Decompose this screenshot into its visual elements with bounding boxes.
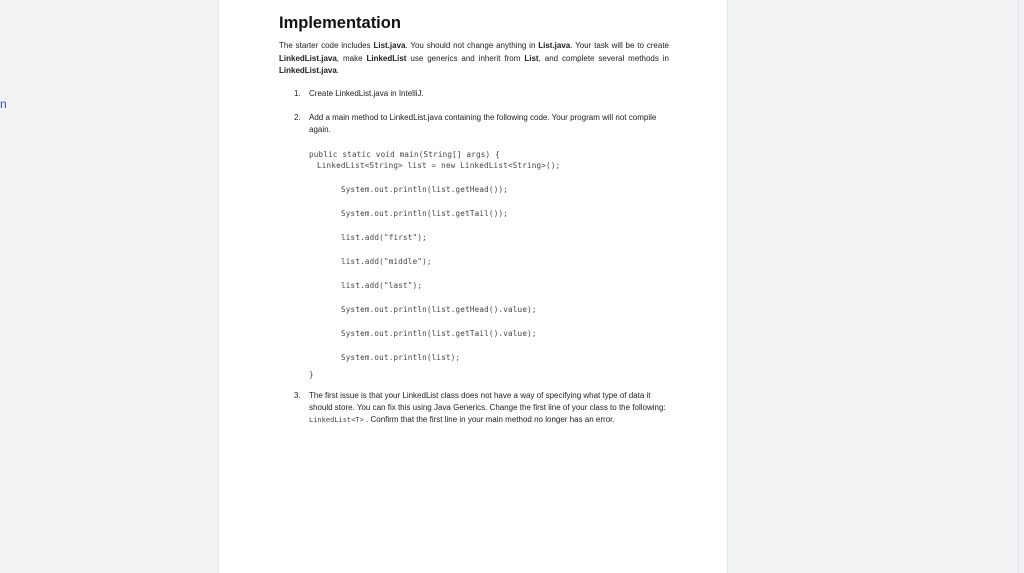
document-page bbox=[219, 0, 727, 573]
list-item bbox=[279, 390, 669, 426]
list-item bbox=[279, 88, 669, 100]
code-line: list.add("last"); bbox=[341, 280, 423, 290]
intro-bold: LinkedList.java bbox=[279, 66, 337, 76]
code-line: } bbox=[309, 369, 314, 379]
code-line: System.out.println(list.getTail().value); bbox=[341, 328, 537, 338]
intro-bold: LinkedList.java bbox=[279, 53, 337, 63]
code-line: LinkedList<String> list = new LinkedList<String>(); bbox=[317, 160, 561, 170]
inline-code: LinkedList<T> bbox=[309, 415, 364, 424]
intro-text: . Your task will be to create bbox=[570, 41, 669, 50]
code-line: System.out.println(list.getHead().value); bbox=[341, 304, 537, 314]
right-panel-edge bbox=[1018, 0, 1024, 573]
step-number: 2. bbox=[294, 112, 301, 122]
code-line: System.out.println(list); bbox=[341, 352, 461, 362]
code-line: public static void main(String[] args) { bbox=[309, 149, 500, 159]
intro-text: , make bbox=[336, 53, 367, 63]
intro-bold: LinkedList bbox=[366, 53, 407, 63]
intro-bold: List.java bbox=[373, 41, 406, 50]
intro-paragraph bbox=[279, 40, 669, 78]
code-line: list.add("middle"); bbox=[341, 256, 432, 266]
step-text: The first issue is that your LinkedList class does not have a way of specifying what type of data it should store. You can fix this using Java Generics. Change the first line of your class to the following: bbox=[309, 390, 666, 412]
step-number: 3. bbox=[294, 390, 301, 400]
intro-text: The starter code includes bbox=[279, 41, 374, 50]
edge-fragment-text: n bbox=[0, 97, 7, 111]
step-text: . Confirm that the first line in your main method no longer has an error. bbox=[363, 414, 615, 424]
step-number: 1. bbox=[294, 88, 301, 98]
intro-text: use generics and inherit from bbox=[406, 53, 525, 63]
code-line: System.out.println(list.getTail()); bbox=[341, 208, 509, 218]
code-line: System.out.println(list.getHead()); bbox=[341, 184, 509, 194]
step-text: Add a main method to LinkedList.java containing the following code. Your program will not compile again. bbox=[309, 112, 657, 134]
step-text: Create LinkedList.java in IntelliJ. bbox=[309, 88, 424, 98]
intro-bold: List bbox=[524, 53, 539, 63]
intro-text: , and complete several methods in bbox=[538, 53, 670, 63]
intro-text: . You should not change anything in bbox=[405, 41, 539, 50]
list-item bbox=[279, 112, 669, 380]
code-block bbox=[309, 149, 669, 380]
intro-text: . bbox=[336, 66, 340, 76]
document-content bbox=[279, 12, 669, 426]
step-list bbox=[279, 88, 669, 426]
section-heading: Implementation bbox=[279, 14, 401, 32]
code-line: list.add("first"); bbox=[341, 232, 427, 242]
intro-bold: List.java bbox=[538, 41, 571, 50]
